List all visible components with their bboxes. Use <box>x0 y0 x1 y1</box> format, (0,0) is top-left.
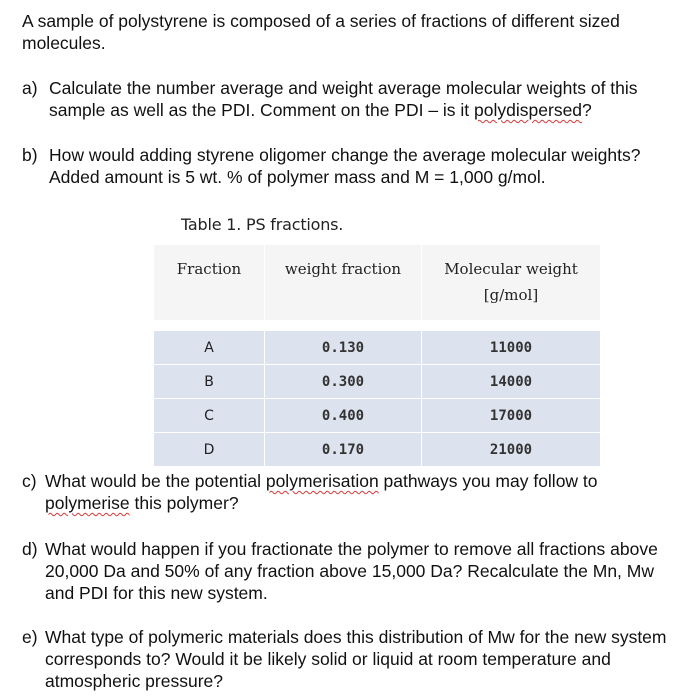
header-molecular-weight-label: Molecular weight <box>444 260 578 278</box>
ps-fractions-table <box>153 244 601 467</box>
table-row <box>154 399 601 433</box>
header-molecular-weight <box>422 245 601 321</box>
cell-fraction: D <box>154 433 265 467</box>
question-c-text-part1: What would be the potential <box>45 471 266 491</box>
intro-text: A sample of polystyrene is composed of a series of fractions of different sized molecules. <box>22 11 620 53</box>
header-weight-fraction: weight fraction <box>265 245 422 321</box>
cell-weight-fraction: 0.400 <box>265 399 422 433</box>
question-c <box>22 470 682 514</box>
question-c-text-part2: pathways you may follow to <box>378 471 598 491</box>
question-b-text: How would adding styrene oligomer change the average molecular weights? Added amount is 5 wt. % of polymer mass and M = 1,000 g/mol. <box>49 145 641 187</box>
cell-weight-fraction: 0.130 <box>265 331 422 365</box>
spellcheck-flagged-word: polydispersed <box>474 100 583 120</box>
question-a-text-part2: ? <box>582 100 592 120</box>
cell-molecular-weight: 11000 <box>422 331 601 365</box>
question-a-text-part1: Calculate the number average and weight average molecular weights of this sample as well as the PDI. Comment on the PDI – is it <box>49 78 638 120</box>
spellcheck-flagged-word: polymerisation <box>265 471 379 491</box>
question-d-text: What would happen if you fractionate the polymer to remove all fractions above 20,000 Da and 50% of any fraction above 15,000 Da? Recalculate the Mn, Mw and PDI for this new system. <box>45 539 658 603</box>
question-e-letter: e) <box>22 627 38 647</box>
cell-fraction: C <box>154 399 265 433</box>
table-row <box>154 365 601 399</box>
header-molecular-weight-unit: [g/mol] <box>483 286 539 304</box>
cell-weight-fraction: 0.170 <box>265 433 422 467</box>
cell-fraction: B <box>154 365 265 399</box>
spellcheck-flagged-word: polymerise <box>45 493 130 513</box>
question-c-letter: c) <box>22 471 37 491</box>
question-b-letter: b) <box>22 145 38 165</box>
question-b <box>22 144 682 188</box>
question-a-text <box>49 77 682 121</box>
question-c-text-part3: this polymer? <box>129 493 239 513</box>
question-c-text <box>45 470 682 514</box>
question-a <box>22 77 682 121</box>
question-a-letter: a) <box>22 78 38 98</box>
cell-weight-fraction: 0.300 <box>265 365 422 399</box>
cell-molecular-weight: 21000 <box>422 433 601 467</box>
question-d-letter: d) <box>22 539 38 559</box>
table-row <box>154 433 601 467</box>
cell-fraction: A <box>154 331 265 365</box>
question-e-text: What type of polymeric materials does this distribution of Mw for the new system corresponds to? Would it be likely solid or liquid at room temperature and atmospheric pressure? <box>45 627 667 691</box>
question-d <box>22 538 682 604</box>
table-header-row <box>154 245 601 321</box>
header-fraction: Fraction <box>154 245 265 321</box>
cell-molecular-weight: 17000 <box>422 399 601 433</box>
cell-molecular-weight: 14000 <box>422 365 601 399</box>
table-caption: Table 1. PS fractions. <box>181 215 344 234</box>
question-e <box>22 626 682 692</box>
table-row <box>154 331 601 365</box>
table-spacer-row <box>154 321 601 331</box>
